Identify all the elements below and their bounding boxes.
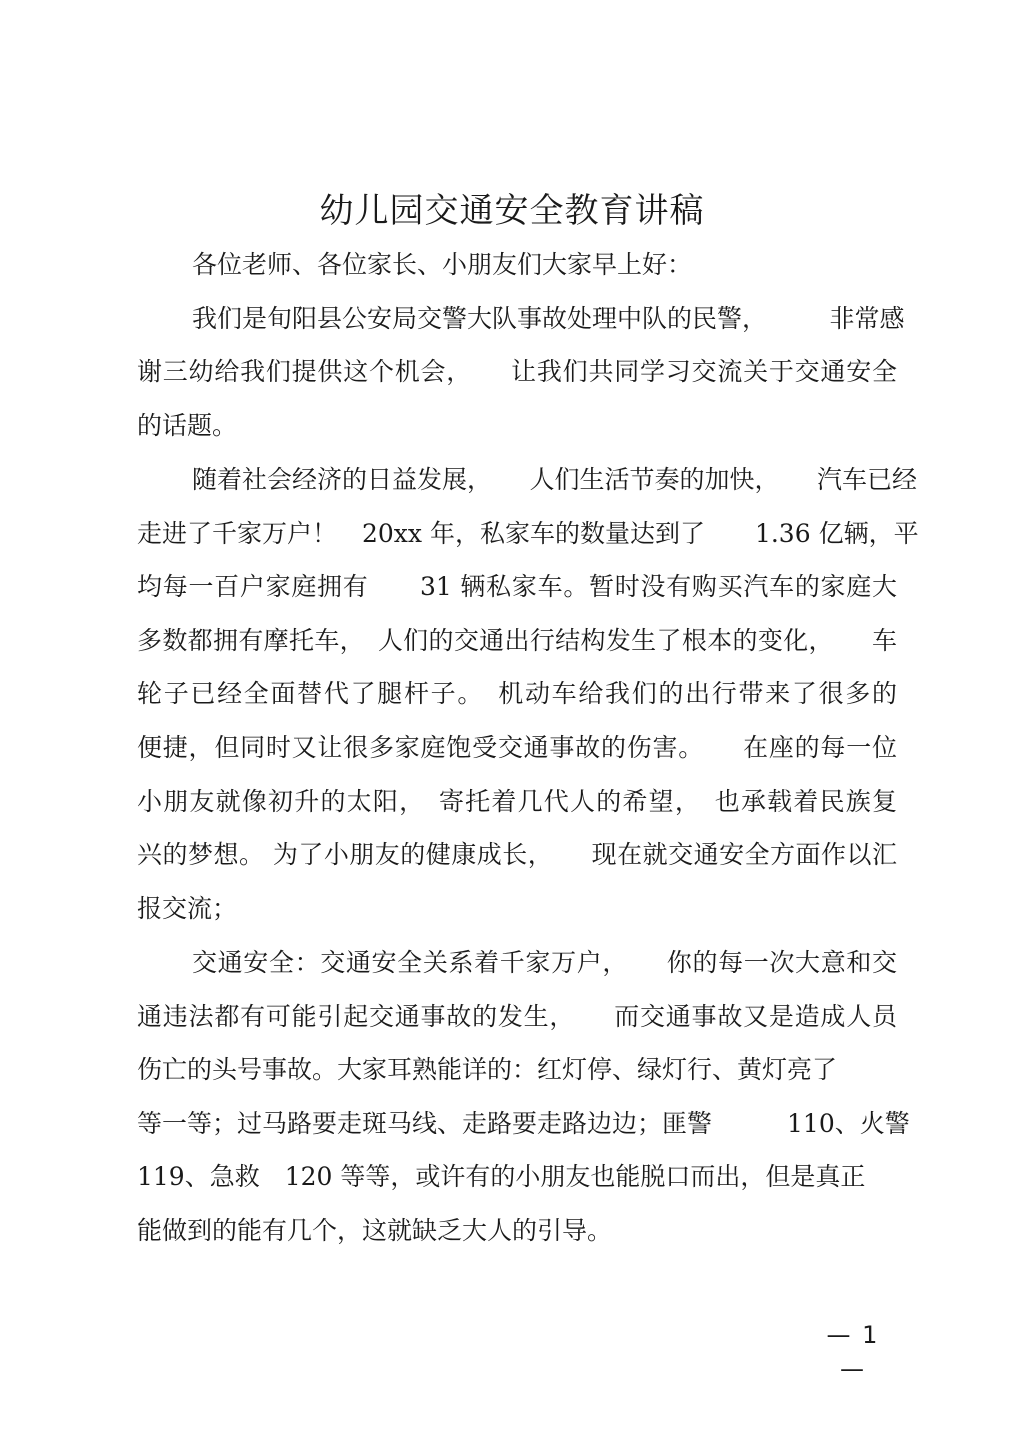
paragraph-line: 随着社会经济的日益发展， 人们生活节奏的加快， 汽车已经	[192, 465, 918, 494]
paragraph-line: 119、急救 120 等等，或许有的小朋友也能脱口而出，但是真正	[137, 1162, 866, 1191]
paragraph-line: 走进了千家万户！ 20xx 年，私家车的数量达到了 1.36 亿辆，平	[137, 519, 919, 548]
paragraph-line: 我们是旬阳县公安局交警大队事故处理中队的民警， 非常感	[192, 304, 905, 333]
paragraph-line: 小朋友就像初升的太阳， 寄托着几代人的希望， 也承载着民族复	[137, 787, 897, 816]
paragraph-line: 的话题。	[137, 411, 238, 440]
document-title: 幼儿园交通安全教育讲稿	[319, 191, 705, 231]
paragraph-line: 伤亡的头号事故。大家耳熟能详的：红灯停、绿灯行、黄灯亮了	[137, 1055, 838, 1084]
greeting-line: 各位老师、各位家长、小朋友们大家早上好：	[192, 250, 693, 279]
paragraph-line: 等一等；过马路要走斑马线、走路要走路边边；匪警 110、火警	[137, 1109, 910, 1138]
paragraph-line: 通违法都有可能引起交通事故的发生， 而交通事故又是造成人员	[137, 1002, 897, 1031]
paragraph-line: 谢三幼给我们提供这个机会， 让我们共同学习交流关于交通安全	[137, 357, 897, 386]
paragraph-line: 均每一百户家庭拥有 31 辆私家车。暂时没有购买汽车的家庭大	[137, 572, 897, 601]
paragraph-line: 兴的梦想。 为了小朋友的健康成长， 现在就交通安全方面作以汇	[137, 840, 897, 869]
paragraph-line: 轮子已经全面替代了腿杆子。 机动车给我们的出行带来了很多的	[137, 679, 897, 708]
paragraph-line: 交通安全：交通安全关系着千家万户， 你的每一次大意和交	[192, 948, 897, 977]
paragraph-line: 能做到的能有几个，这就缺乏大人的引导。	[137, 1216, 613, 1245]
page-number: — 1 —	[826, 1321, 880, 1383]
paragraph-line: 多数都拥有摩托车， 人们的交通出行结构发生了根本的变化， 车	[137, 626, 897, 655]
paragraph-line: 便捷，但同时又让很多家庭饱受交通事故的伤害。 在座的每一位	[137, 733, 897, 762]
paragraph-line: 报交流；	[137, 894, 238, 923]
